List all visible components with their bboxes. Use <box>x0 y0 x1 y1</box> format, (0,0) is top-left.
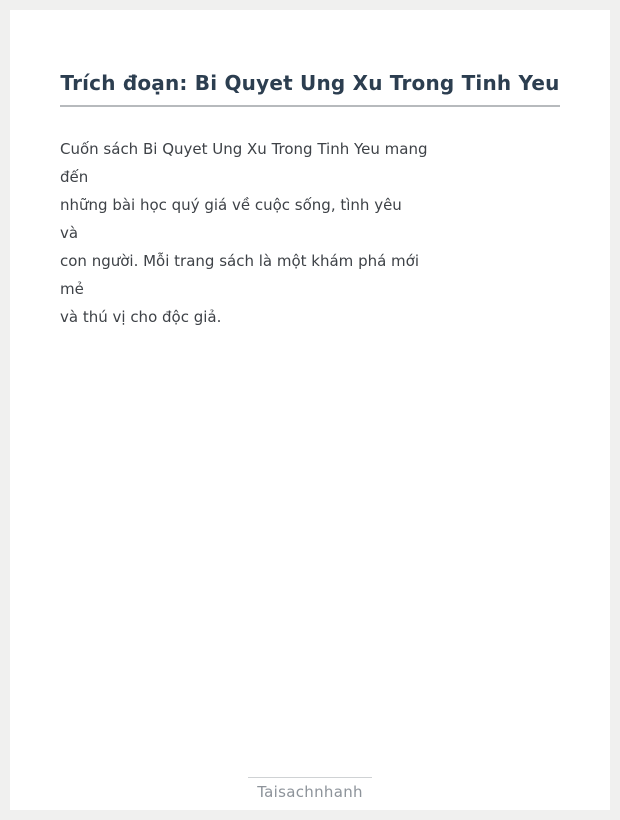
excerpt-line-5: con người. Mỗi trang sách là một khám phá mới <box>60 252 420 270</box>
page-footer <box>10 777 610 801</box>
excerpt-line-1: Cuốn sách Bi Quyet Ung Xu Trong Tinh Yeu mang <box>60 140 428 158</box>
footer-brand: Taisachnhanh <box>257 783 363 801</box>
excerpt-line-3: những bài học quý giá về cuộc sống, tình yêu <box>60 196 402 214</box>
excerpt-line-7: và thú vị cho độc giả. <box>60 308 222 326</box>
footer-divider <box>248 777 372 778</box>
excerpt-line-4: và <box>60 224 79 242</box>
excerpt-line-2: đến <box>60 168 89 186</box>
title-divider <box>60 105 560 107</box>
page-title: Trích đoạn: Bi Quyet Ung Xu Trong Tinh Yeu <box>60 71 560 95</box>
excerpt-paragraph <box>60 135 560 331</box>
excerpt-line-6: mẻ <box>60 280 84 298</box>
document-page <box>10 10 610 810</box>
